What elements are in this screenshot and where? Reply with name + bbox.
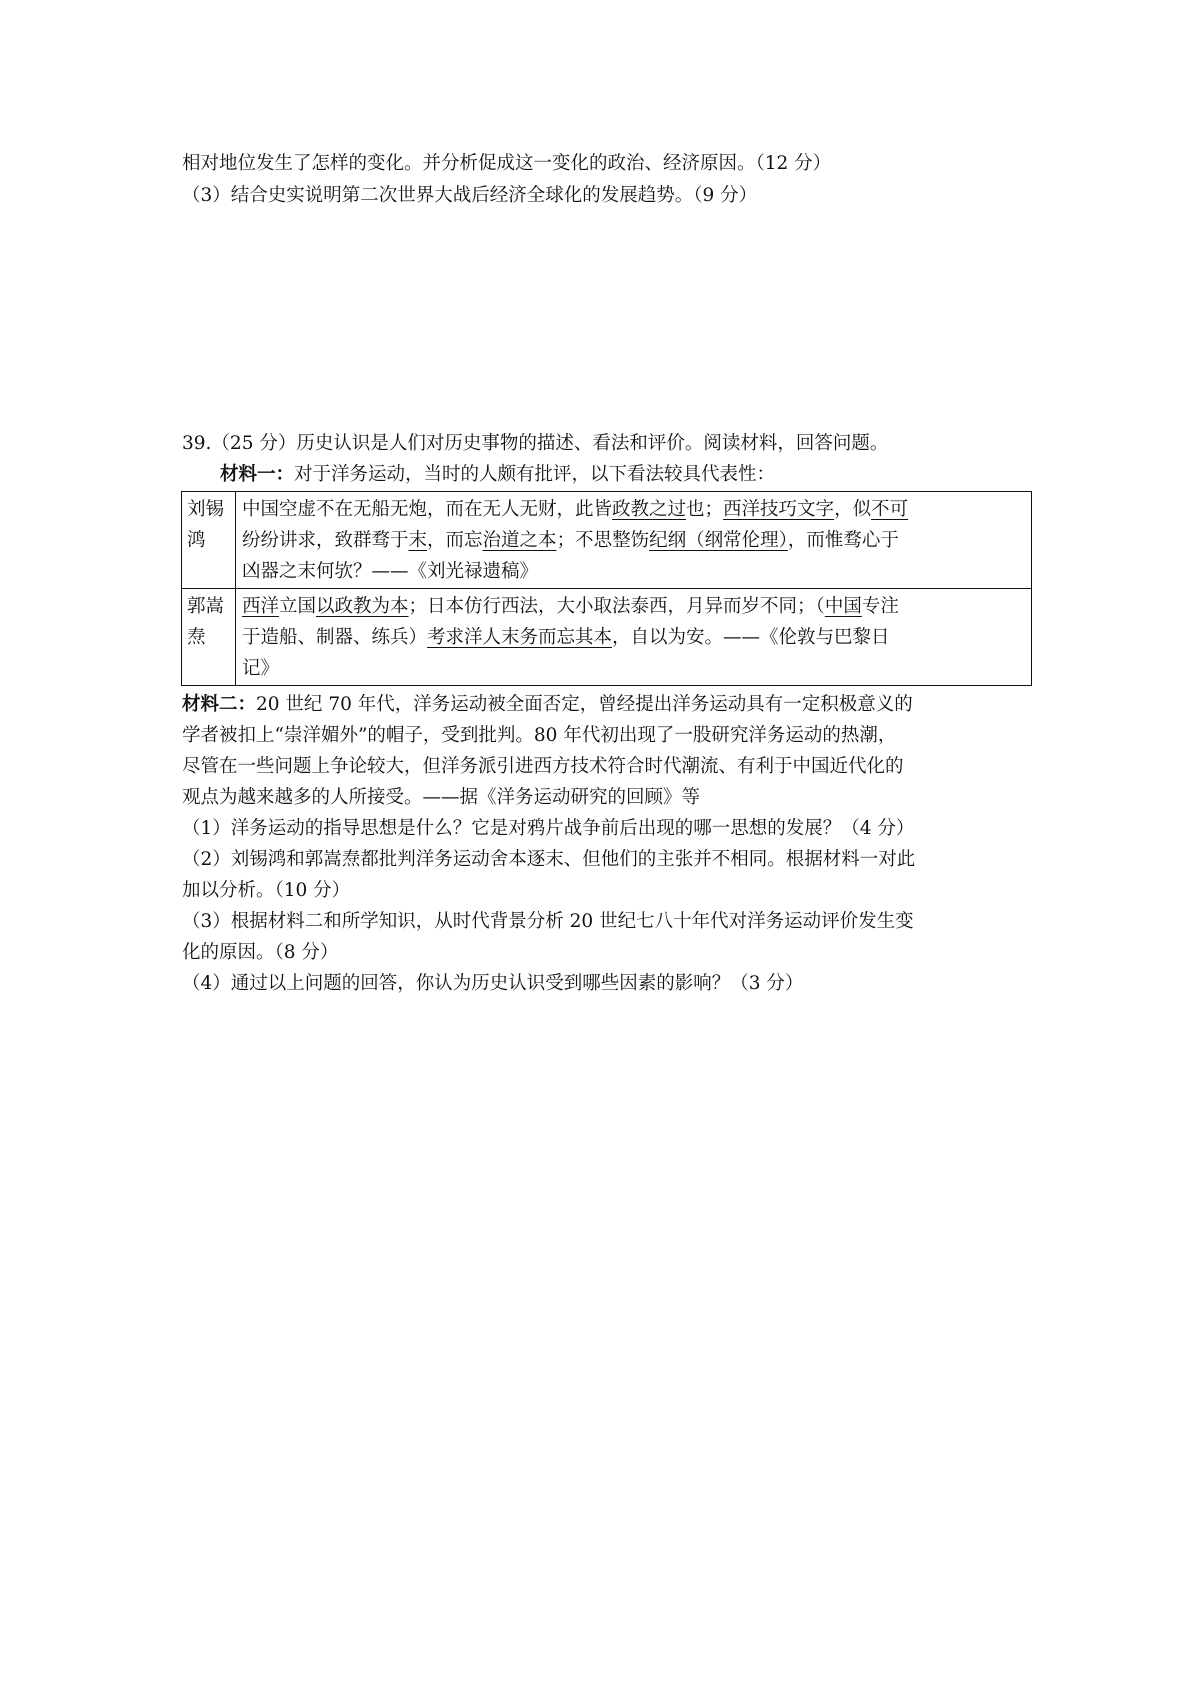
sub-question-2-line-1: （2）刘锡鸿和郭嵩焘都批判洋务运动舍本逐末、但他们的主张并不相同。根据材料一对此: [182, 849, 916, 870]
sub-question-1: （1）洋务运动的指导思想是什么？它是对鸦片战争前后出现的哪一思想的发展？（4 分）: [182, 818, 915, 839]
quote-line: [242, 494, 1025, 525]
quote-text: 于造船、制器、练兵）: [242, 627, 428, 648]
quote-line: [242, 653, 1025, 684]
material-2-line-1: [182, 689, 1032, 720]
material-1-intro-text: 对于洋务运动，当时的人颇有批评，以下看法较具代表性：: [294, 464, 776, 485]
quote-text: 凶器之末何欤？——《刘光禄遗稿》: [242, 561, 539, 582]
quote-text: 立国: [279, 596, 317, 617]
quote-text: ，而忘: [427, 530, 483, 551]
material-1-label: 材料一：: [220, 464, 295, 485]
quote-text: ，而惟骛心于: [787, 530, 899, 551]
material-1-table: [181, 491, 1032, 686]
quote-text: 专注: [861, 596, 899, 617]
sub-question-3-line-2: 化的原因。（8 分）: [182, 942, 339, 963]
quote-line: [242, 591, 1025, 622]
underlined-phrase: 末: [408, 530, 428, 551]
quote-text: 也；: [686, 499, 724, 520]
quote-text: ；不思整饬: [556, 530, 650, 551]
table-row: [182, 589, 1032, 686]
underlined-phrase: 不可: [871, 499, 909, 520]
material-2-line-3: 尽管在一些问题上争论较大，但洋务派引进西方技术符合时代潮流、有利于中国近代化的: [182, 756, 904, 777]
quote-cell: [236, 589, 1032, 686]
underlined-phrase: 西洋: [242, 596, 280, 617]
underlined-phrase: 治道之本: [482, 530, 557, 551]
material-1-intro: [220, 459, 1070, 490]
underlined-phrase: 中国: [824, 596, 862, 617]
question-39-header: 39.（25 分）历史认识是人们对历史事物的描述、看法和评价。阅读材料，回答问题。: [182, 433, 889, 454]
material-2-line-4: 观点为越来越多的人所接受。——据《洋务运动研究的回顾》等: [182, 787, 701, 808]
quote-line: [242, 622, 1025, 653]
underlined-phrase: 西洋技巧文字: [723, 499, 835, 520]
quote-line: [242, 525, 1025, 556]
underlined-phrase: 纪纲（纲常伦理）: [649, 530, 788, 551]
previous-question-part-3: （3）结合史实说明第二次世界大战后经济全球化的发展趋势。（9 分）: [182, 185, 758, 206]
sub-question-4: （4）通过以上问题的回答，你认为历史认识受到哪些因素的影响？（3 分）: [182, 973, 804, 994]
material-2-label: 材料二：: [182, 694, 257, 715]
author-cell: 刘锡鸿: [182, 492, 236, 589]
previous-question-text-line-1: 相对地位发生了怎样的变化。并分析促成这一变化的政治、经济原因。（12 分）: [182, 153, 832, 174]
underlined-phrase: 以政教为本: [316, 596, 409, 617]
sub-question-2-line-2: 加以分析。（10 分）: [182, 880, 351, 901]
quote-text: ；日本仿行西法，大小取法泰西，月异而岁不同；（: [408, 596, 825, 617]
quote-text: ，似: [834, 499, 872, 520]
table-row: [182, 492, 1032, 589]
material-2-line-2: 学者被扣上“崇洋媚外”的帽子，受到批判。80 年代初出现了一股研究洋务运动的热潮，: [182, 725, 897, 746]
underlined-phrase: 政教之过: [612, 499, 687, 520]
sub-question-3-line-1: （3）根据材料二和所学知识，从时代背景分析 20 世纪七八十年代对洋务运动评价发生变: [182, 911, 914, 932]
material-2-text: 20 世纪 70 年代，洋务运动被全面否定，曾经提出洋务运动具有一定积极意义的: [256, 694, 913, 715]
quote-cell: [236, 492, 1032, 589]
quote-text: 记》: [242, 658, 280, 679]
author-cell: 郭嵩焘: [182, 589, 236, 686]
quote-text: 中国空虚不在无船无炮，而在无人无财，此皆: [242, 499, 613, 520]
quote-text: 纷纷讲求，致群骛于: [242, 530, 409, 551]
quote-text: ，自以为安。——《伦敦与巴黎日: [612, 627, 890, 648]
underlined-phrase: 考求洋人末务而忘其本: [427, 627, 613, 648]
quote-line: [242, 556, 1025, 587]
